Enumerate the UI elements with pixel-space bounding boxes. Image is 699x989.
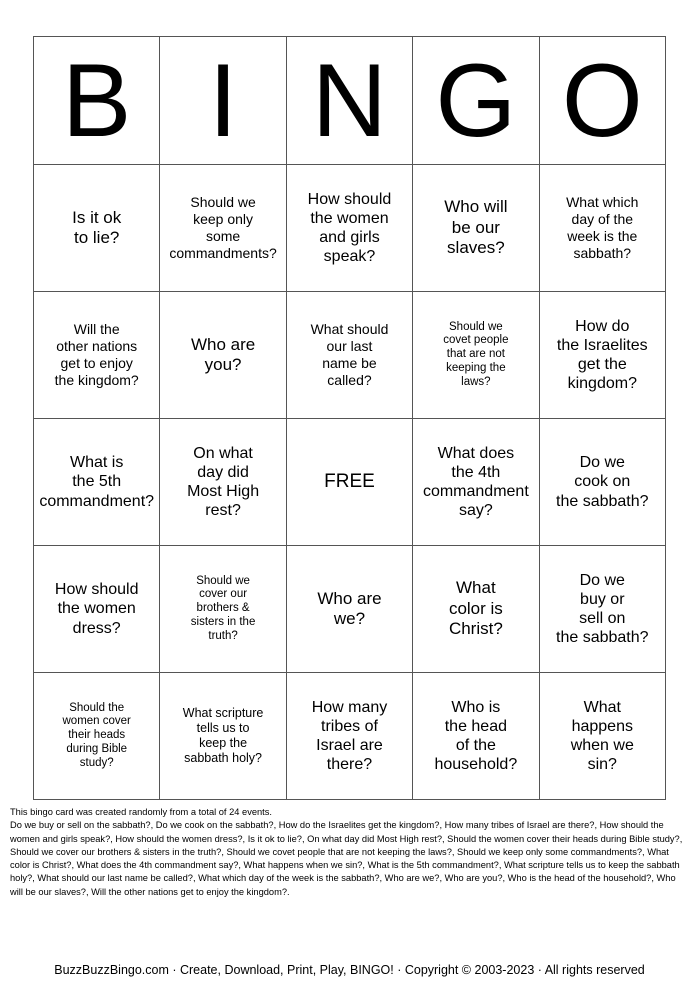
- cell-text-line: What: [583, 698, 621, 716]
- cell-text-line: say?: [458, 502, 493, 520]
- cell-text-line: our last: [326, 338, 373, 355]
- bingo-cell[interactable]: [286, 546, 412, 673]
- cell-text-line: household?: [434, 756, 518, 774]
- cell-text-line: What: [456, 578, 496, 598]
- cell-text-line: Should we: [190, 194, 256, 211]
- header-letter-b: B: [34, 37, 160, 165]
- cell-text-line: sin?: [587, 756, 617, 774]
- cell-text-line: dress?: [72, 619, 121, 637]
- cell-text-line: How do: [575, 317, 630, 335]
- header-row: [34, 37, 666, 165]
- cell-text-line: women cover: [62, 715, 131, 728]
- bingo-cell[interactable]: [539, 673, 665, 800]
- cell-text-line: color is: [448, 598, 503, 618]
- bingo-cell[interactable]: [286, 165, 412, 292]
- cell-text-line: name be: [322, 355, 377, 371]
- cell-text-line: How many: [311, 698, 388, 716]
- card-row: [34, 546, 666, 673]
- bingo-cell[interactable]: [34, 673, 160, 800]
- cell-text-line: What should: [310, 321, 389, 338]
- cell-text-line: Israel are: [316, 737, 383, 754]
- bingo-cell[interactable]: [160, 673, 286, 800]
- cell-text-line: buy or: [580, 590, 625, 608]
- cell-text-line: their heads: [68, 729, 126, 742]
- bingo-cell[interactable]: [413, 419, 539, 546]
- cell-text-line: commandments?: [169, 244, 277, 261]
- cell-text-line: Do we: [579, 454, 625, 472]
- bingo-cell[interactable]: [539, 292, 665, 419]
- cell-text-line: commandment: [422, 483, 529, 500]
- bingo-cell[interactable]: [160, 292, 286, 419]
- cell-text-line: speak?: [323, 248, 376, 266]
- cell-text-line: to lie?: [74, 228, 120, 247]
- free-space[interactable]: [286, 419, 412, 546]
- header-letter-n: N: [286, 37, 412, 165]
- cell-text-line: What is: [70, 454, 124, 472]
- cell-text-line: FREE: [324, 470, 375, 492]
- cell-text-line: Should we: [196, 574, 250, 587]
- cell-text-line: sisters in the: [190, 615, 256, 628]
- cell-text-line: How should: [307, 190, 392, 208]
- cell-text-line: the kingdom?: [54, 371, 139, 388]
- cell-text-line: tribes of: [321, 717, 378, 735]
- bingo-cell[interactable]: [160, 546, 286, 673]
- cell-text-line: What scripture: [182, 706, 264, 720]
- cell-text-line: kingdom?: [567, 375, 637, 393]
- card-row: [34, 419, 666, 546]
- card-row: [34, 673, 666, 800]
- cell-text-line: sabbath?: [573, 244, 632, 261]
- cell-text-line: of the: [455, 737, 496, 754]
- cell-text-line: the 5th: [72, 473, 122, 491]
- cell-text-line: What which: [566, 194, 639, 211]
- cell-text-line: On what: [193, 444, 253, 462]
- cell-text-line: day of the: [571, 211, 634, 228]
- cell-text-line: Christ?: [448, 619, 503, 639]
- cell-text-line: Who are: [317, 588, 382, 608]
- cell-text-line: keep only: [193, 211, 254, 228]
- cell-text-line: tells us to: [196, 721, 250, 735]
- cell-text-line: the Israelites: [556, 336, 648, 354]
- bingo-cell[interactable]: [413, 165, 539, 292]
- cell-text-line: you?: [204, 355, 242, 374]
- cell-text-line: How should: [54, 581, 139, 599]
- cell-text-line: when we: [570, 737, 634, 754]
- cell-text-line: keep the: [199, 736, 248, 750]
- cell-text-line: there?: [326, 756, 373, 774]
- bingo-cell[interactable]: [286, 673, 412, 800]
- cell-text-line: the 4th: [451, 463, 501, 481]
- bingo-cell[interactable]: [539, 165, 665, 292]
- cell-text-line: Most High: [187, 483, 260, 500]
- description-intro: This bingo card was created randomly from a total of 24 events.: [10, 807, 272, 817]
- bingo-cell[interactable]: [413, 546, 539, 673]
- cell-text-line: Who is: [451, 698, 501, 716]
- description-events: Do we buy or sell on the sabbath?, Do we cook on the sabbath?, How do the Israelites get the kingdom?, How many tribes of Israel are there?, How should the women and girls speak?, How should the women dress?, Is it ok to lie?, On what day did Most High rest?, Should the women cover their heads during Bible study?, Should we cover our brothers & sisters in the truth?, Should we covet people that are not keeping the laws?, Should we keep only some commandments?, What color is Christ?, What does the 4th commandment say?, What happens when we sin?, What is the 5th commandment?, What scripture tells us to keep the sabbath holy?, What should our last name be called?, What which day of the week is the sabbath?, Who are we?, Who are you?, Who is the head of the household?, Who will be our slaves?, Will the other nations get to enjoy the kingdom?.: [10, 820, 683, 897]
- cell-text-line: we?: [333, 609, 366, 628]
- cell-text-line: commandment?: [39, 492, 155, 510]
- cell-text-line: Who will: [444, 197, 508, 217]
- cell-text-line: week is the: [567, 228, 638, 244]
- cell-text-line: happens: [571, 717, 633, 735]
- cell-text-line: cover our: [199, 588, 248, 601]
- cell-text-line: study?: [79, 756, 114, 769]
- cell-text-line: Should we: [449, 320, 503, 333]
- cell-text-line: during Bible: [66, 742, 128, 755]
- cell-text-line: laws?: [461, 375, 491, 388]
- cell-text-line: sell on: [579, 610, 626, 627]
- cell-text-line: brothers &: [196, 602, 250, 615]
- cell-text-line: the women: [310, 209, 389, 227]
- cell-text-line: the sabbath?: [556, 629, 649, 647]
- cell-text-line: cook on: [574, 473, 631, 491]
- cell-text-line: get to enjoy: [60, 355, 133, 371]
- cell-text-line: that are not: [446, 348, 505, 361]
- cell-text-line: the women: [57, 600, 136, 618]
- header-letter-o: O: [539, 37, 665, 165]
- cell-text-line: some: [205, 228, 241, 244]
- cell-text-line: day did: [197, 463, 249, 481]
- cell-text-line: called?: [327, 371, 372, 388]
- bingo-cell[interactable]: [413, 292, 539, 419]
- bingo-cell[interactable]: [34, 546, 160, 673]
- card-description: [10, 806, 690, 899]
- bingo-cell[interactable]: [34, 419, 160, 546]
- header-letter-i: I: [160, 37, 286, 165]
- cell-text-line: Will the: [73, 321, 120, 338]
- bingo-cell[interactable]: [413, 673, 539, 800]
- cell-text-line: Is it ok: [72, 207, 122, 227]
- cell-text-line: be our: [451, 217, 500, 237]
- cell-text-line: the head: [444, 717, 507, 735]
- cell-text-line: Should the: [69, 701, 125, 714]
- cell-text-line: keeping the: [446, 361, 506, 374]
- bingo-cell[interactable]: [160, 165, 286, 292]
- bingo-card: [33, 36, 666, 800]
- cell-text-line: and girls: [319, 229, 380, 246]
- bingo-cell[interactable]: [34, 292, 160, 419]
- cell-text-line: sabbath holy?: [184, 751, 262, 765]
- card-row: [34, 292, 666, 419]
- bingo-cell[interactable]: [539, 546, 665, 673]
- header-letter-g: G: [413, 37, 539, 165]
- site-footer: BuzzBuzzBingo.com · Create, Download, Print, Play, BINGO! · Copyright © 2003-2023 · All rights reserved: [54, 963, 645, 977]
- cell-text-line: rest?: [205, 502, 241, 520]
- cell-text-line: truth?: [208, 629, 238, 642]
- bingo-cell[interactable]: [34, 165, 160, 292]
- cell-text-line: slaves?: [447, 238, 505, 258]
- cell-text-line: Who are: [190, 334, 256, 354]
- cell-text-line: get the: [577, 356, 627, 373]
- bingo-cell[interactable]: [539, 419, 665, 546]
- cell-text-line: other nations: [56, 338, 138, 355]
- card-row: [34, 165, 666, 292]
- bingo-cell[interactable]: [286, 292, 412, 419]
- cell-text-line: Do we: [579, 571, 625, 589]
- cell-text-line: What does: [437, 444, 515, 462]
- cell-text-line: covet people: [443, 334, 509, 347]
- cell-text-line: the sabbath?: [556, 492, 649, 510]
- bingo-cell[interactable]: [160, 419, 286, 546]
